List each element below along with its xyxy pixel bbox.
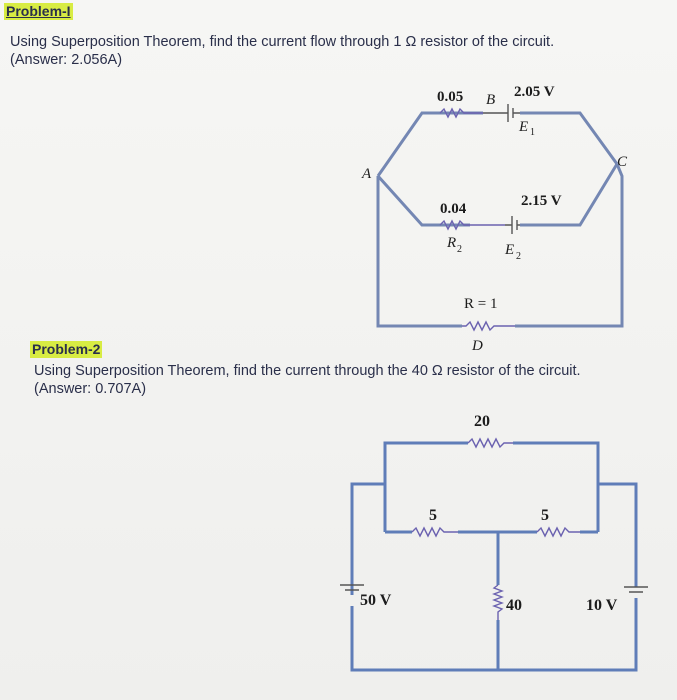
resistor-40 <box>494 585 502 620</box>
label-e1: E <box>519 119 529 135</box>
label-r2-value: 0.04 <box>440 201 467 217</box>
label-node-d: D <box>472 338 483 354</box>
problem-1-answer: (Answer: 2.056A) <box>10 52 123 68</box>
wire-upper-right <box>513 443 598 532</box>
problem-1-statement: Using Superposition Theorem, find the current flow through 1 Ω resistor of the circuit. <box>10 34 555 50</box>
label-r-top-20: 20 <box>474 413 490 430</box>
label-r2-sub: 2 <box>457 244 462 255</box>
label-r-top-value: 0.05 <box>437 89 464 105</box>
label-r-center-40: 40 <box>506 597 522 614</box>
label-r-bottom: R = 1 <box>464 296 498 312</box>
label-e2-value: 2.15 V <box>521 193 562 209</box>
problem-1-heading: Problem-I <box>6 3 71 19</box>
label-v-right: 10 V <box>586 597 618 614</box>
label-v-left: 50 V <box>360 592 392 609</box>
problem-2-heading: Problem-2 <box>32 341 101 357</box>
label-node-b: B <box>486 92 496 108</box>
wire-left-top <box>352 484 385 595</box>
label-node-a: A <box>362 166 372 182</box>
resistor-5-right <box>537 528 580 536</box>
label-node-c: C <box>617 154 628 170</box>
label-e2-sub: 2 <box>516 251 521 262</box>
resistor-20 <box>468 439 513 447</box>
label-e1-sub: 1 <box>530 127 535 138</box>
wire-upper-left <box>385 443 468 532</box>
label-r-right-5: 5 <box>541 507 549 524</box>
label-r-left-5: 5 <box>429 507 437 524</box>
label-r2: R <box>447 235 457 251</box>
label-e2: E <box>505 242 515 258</box>
problem-2-answer: (Answer: 0.707A) <box>34 381 147 397</box>
label-e1-value: 2.05 V <box>514 84 555 100</box>
battery-10v <box>624 587 648 592</box>
problem-2-statement: Using Superposition Theorem, find the current through the 40 Ω resistor of the circuit. <box>34 363 581 379</box>
resistor-5-left <box>412 528 458 536</box>
wire-right-top <box>598 484 636 587</box>
